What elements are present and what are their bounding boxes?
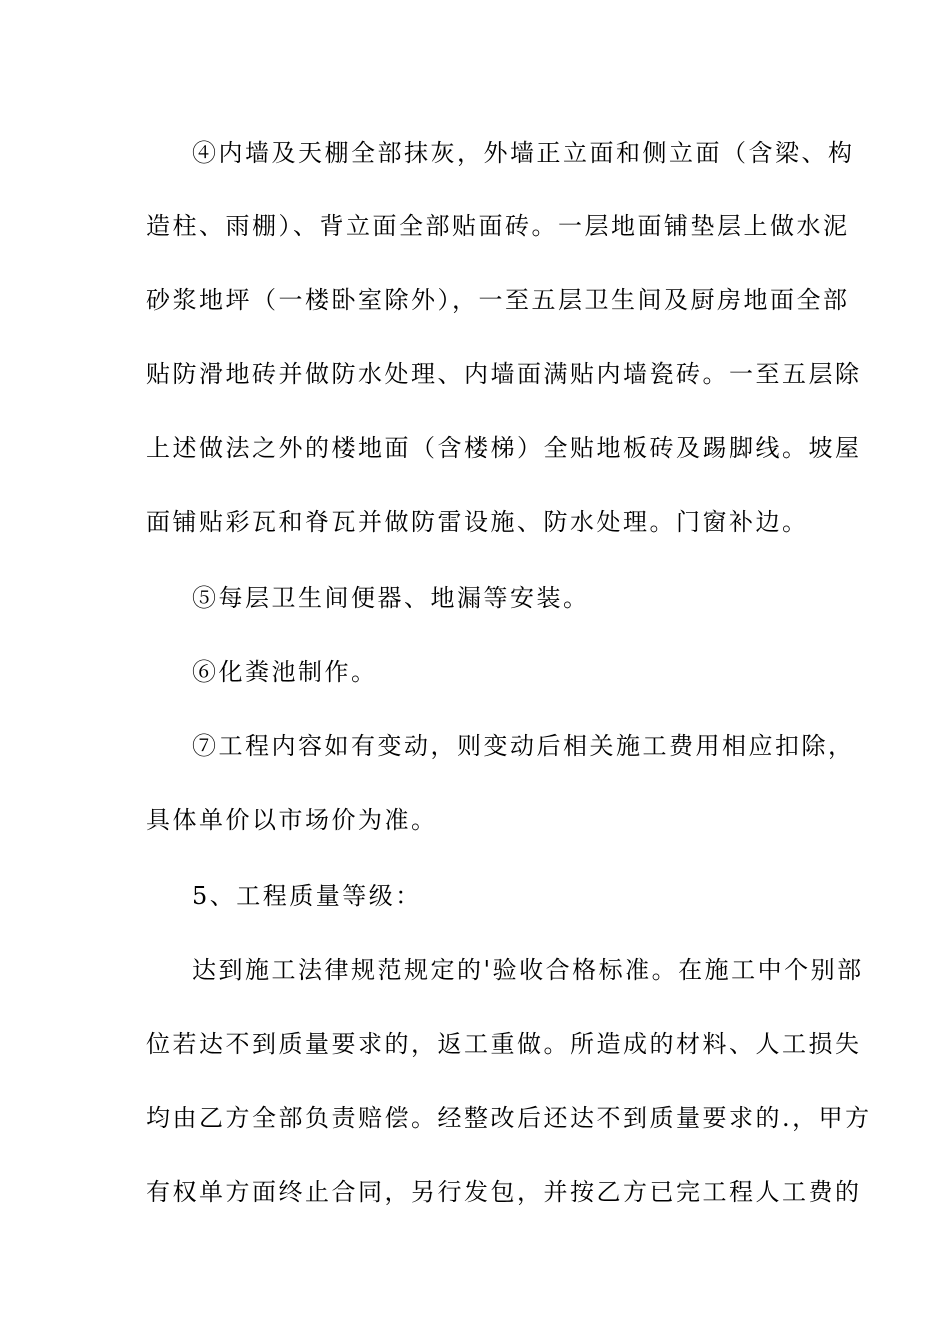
text-line: ⑦工程内容如有变动，则变动后相关施工费用相应扣除， [192, 732, 855, 760]
text-line: 面铺贴彩瓦和脊瓦并做防雷设施、防水处理。门窗补边。 [146, 508, 809, 536]
text-line: 上述做法之外的楼地面（含楼梯）全贴地板砖及踢脚线。坡屋 [146, 434, 862, 462]
text-line: ⑥化粪池制作。 [192, 658, 378, 686]
text-line: 造柱、雨棚）、背立面全部贴面砖。一层地面铺垫层上做水泥 [146, 212, 850, 240]
text-line: 砂浆地坪（一楼卧室除外），一至五层卫生间及厨房地面全部 [146, 286, 850, 314]
text-line: 贴防滑地砖并做防水处理、内墙面满贴内墙瓷砖。一至五层除 [146, 360, 862, 388]
text-line: ④内墙及天棚全部抹灰，外墙正立面和侧立面（含梁、构 [192, 139, 855, 167]
text-line: 有权单方面终止合同，另行发包，并按乙方已完工程人工费的 [146, 1178, 862, 1206]
text-line: 位若达不到质量要求的，返工重做。所造成的材料、人工损失 [146, 1030, 862, 1058]
text-line: ⑤每层卫生间便器、地漏等安装。 [192, 584, 590, 612]
text-line: 具体单价以市场价为准。 [146, 806, 438, 834]
section-heading: 5、工程质量等级： [192, 882, 422, 910]
text-line: 均由乙方全部负责赔偿。经整改后还达不到质量要求的.，甲方 [146, 1104, 872, 1132]
text-line: 达到施工法律规范规定的'验收合格标准。在施工中个别部 [192, 956, 864, 984]
